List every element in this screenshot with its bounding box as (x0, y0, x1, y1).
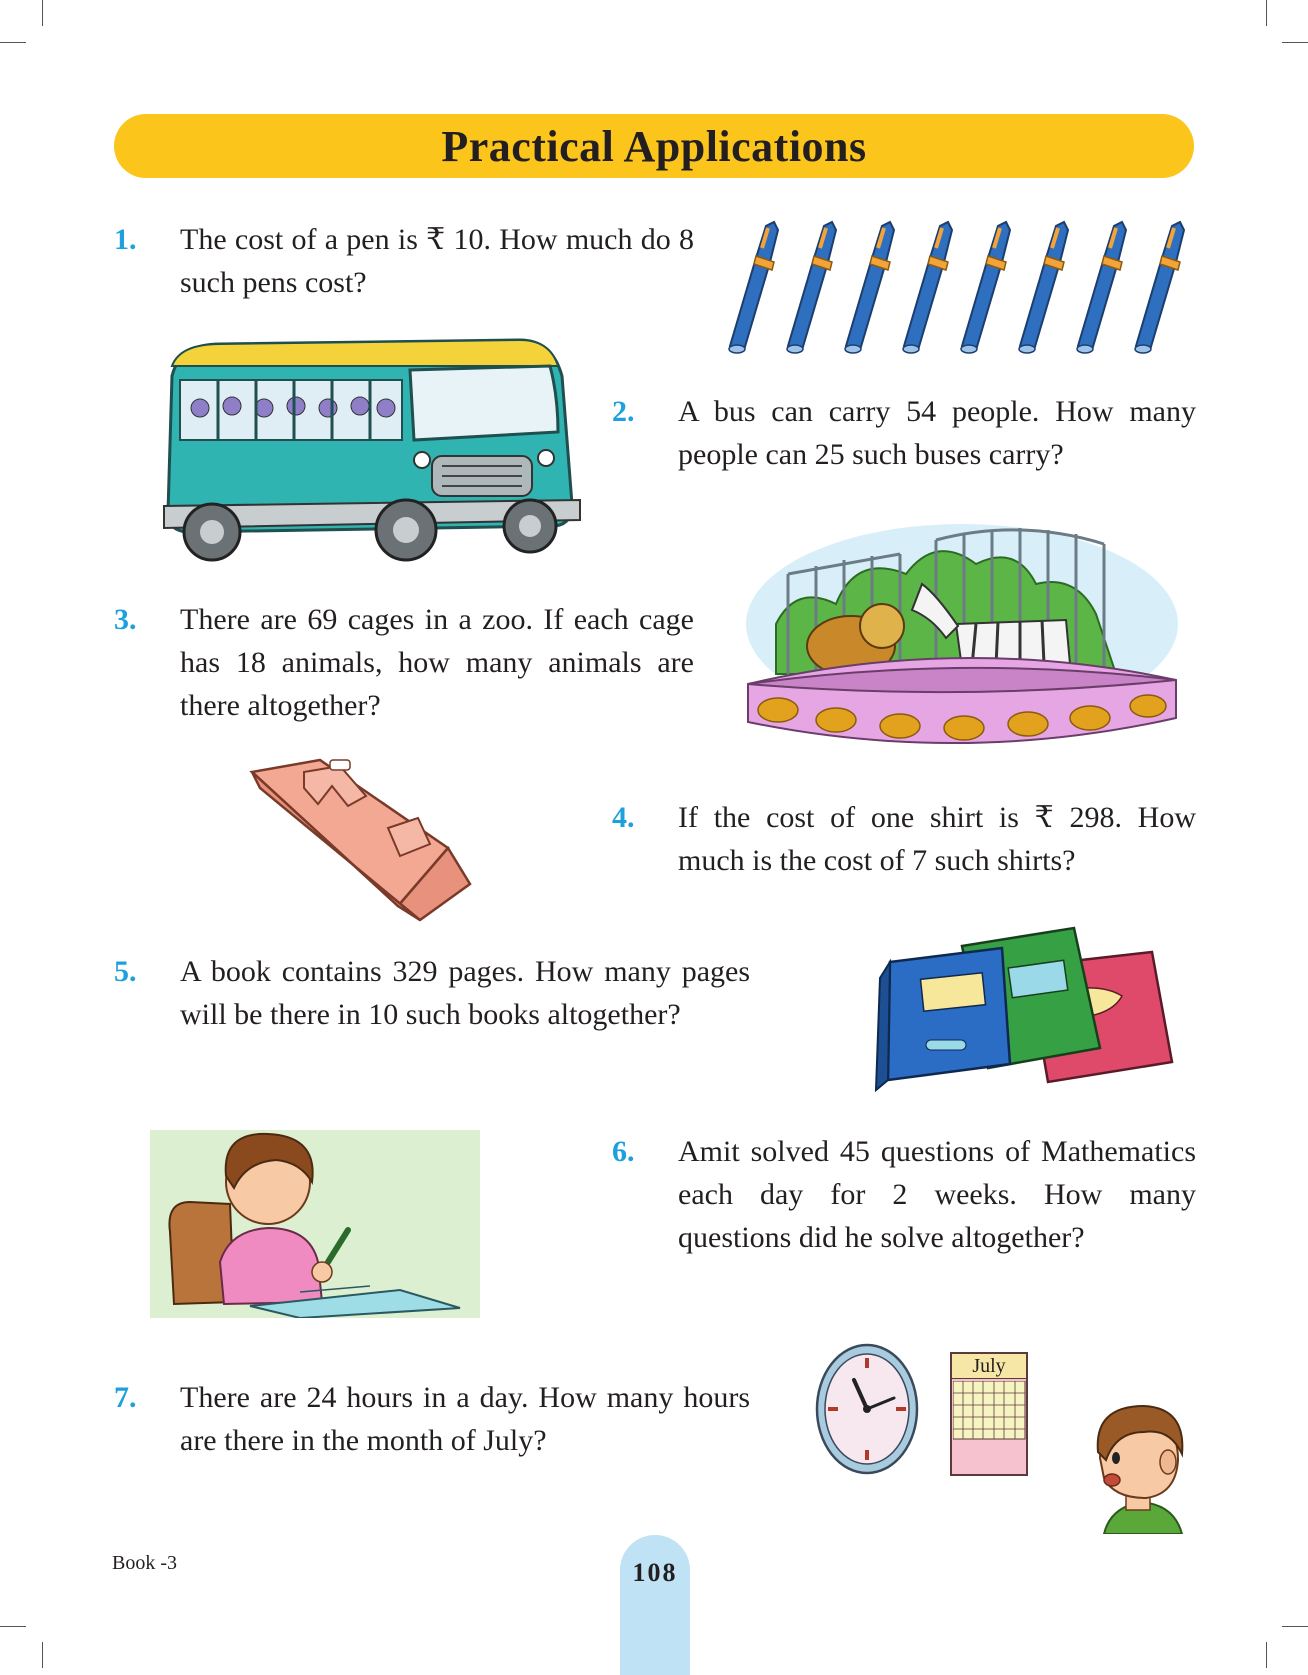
question-7 (114, 1376, 750, 1466)
question-text: A book contains 329 pages. How many pages will be there in 10 such books altogether? (180, 955, 750, 1031)
question-number: 1. (114, 223, 137, 256)
question-text: There are 69 cages in a zoo. If each cage has 18 animals, how many animals are there altogether? (180, 603, 694, 722)
calendar-grid (953, 1381, 1027, 1441)
crop-mark (1266, 0, 1267, 26)
page-title: Practical Applications (441, 121, 867, 171)
pens-illustration (716, 218, 1196, 358)
question-number: 2. (612, 395, 635, 428)
shirt-illustration (248, 752, 474, 922)
crop-mark (42, 1642, 43, 1668)
page-number: 108 (632, 1558, 678, 1587)
question-text: There are 24 hours in a day. How many hours are there in the month of July? (180, 1381, 750, 1457)
calendar-illustration (950, 1352, 1028, 1476)
clock-illustration (814, 1342, 920, 1476)
books-illustration (860, 922, 1178, 1098)
boy-studying-illustration (150, 1112, 480, 1318)
zoo-cage-illustration (736, 514, 1188, 760)
boy-face-illustration (1090, 1398, 1190, 1534)
question-text: The cost of a pen is ₹ 10. How much do 8 such pens cost? (180, 223, 694, 299)
question-number: 6. (612, 1135, 635, 1168)
crop-mark (42, 0, 43, 26)
crop-mark (1266, 1642, 1267, 1668)
question-number: 4. (612, 801, 635, 834)
page-number-tab (620, 1535, 690, 1675)
bus-illustration (160, 336, 600, 570)
calendar-month-label: July (952, 1354, 1026, 1379)
question-6 (612, 1130, 1196, 1302)
crop-mark (0, 42, 26, 43)
question-5 (114, 950, 750, 1080)
question-4 (612, 796, 1196, 886)
crop-mark (1282, 1626, 1308, 1627)
title-banner (114, 114, 1194, 178)
question-number: 5. (114, 955, 137, 988)
question-text: If the cost of one shirt is ₹ 298. How much is the cost of 7 such shirts? (678, 801, 1196, 877)
crop-mark (1282, 42, 1308, 43)
book-label: Book -3 (112, 1552, 177, 1574)
question-number: 7. (114, 1381, 137, 1414)
question-text: Amit solved 45 questions of Mathematics each day for 2 weeks. How many questions did he solve altogether? (678, 1135, 1196, 1254)
question-number: 3. (114, 603, 137, 636)
question-3 (114, 598, 694, 728)
question-1 (114, 218, 694, 308)
crop-mark (0, 1626, 26, 1627)
question-2 (612, 390, 1196, 480)
question-text: A bus can carry 54 people. How many people can 25 such buses carry? (678, 395, 1196, 471)
